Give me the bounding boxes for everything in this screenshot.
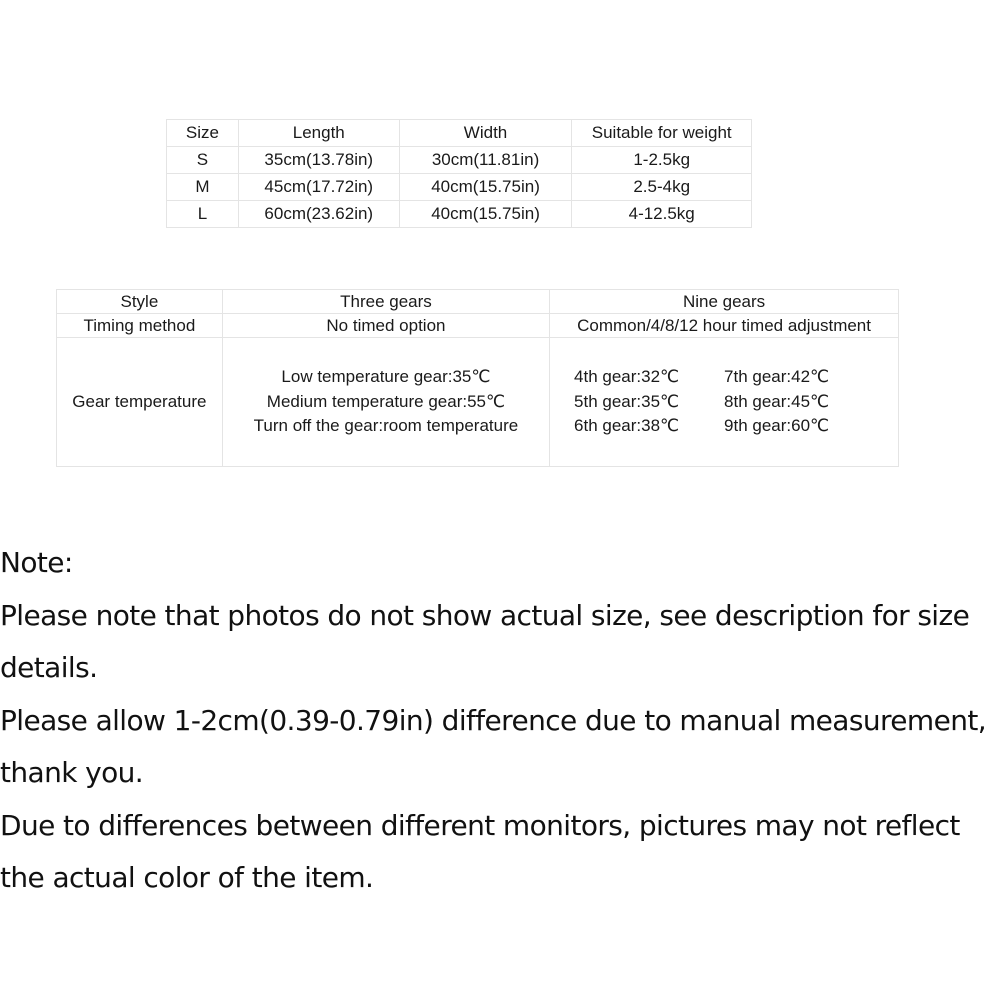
temperature-row: [57, 338, 899, 467]
size-table-header-row: [167, 120, 752, 147]
table-row: [167, 147, 752, 174]
length-cell: 60cm(23.62in): [238, 201, 399, 228]
weight-cell: 4-12.5kg: [572, 201, 752, 228]
temp-label: Gear temperature: [57, 338, 223, 467]
weight-cell: 1-2.5kg: [572, 147, 752, 174]
style-label: Style: [57, 290, 223, 314]
gear-table: [56, 289, 899, 467]
note-line: Please note that photos do not show actual size, see description for size details.: [0, 598, 970, 684]
size-header-length: Length: [238, 120, 399, 147]
three-temp-line: Turn off the gear:room temperature: [253, 416, 519, 436]
width-cell: 30cm(11.81in): [399, 147, 572, 174]
note-line: Please allow 1-2cm(0.39-0.79in) difference due to manual measurement, thank you.: [0, 703, 987, 789]
timing-label: Timing method: [57, 314, 223, 338]
three-temp-line: Low temperature gear:35℃: [281, 367, 491, 387]
width-cell: 40cm(15.75in): [399, 174, 572, 201]
timing-nine: Common/4/8/12 hour timed adjustment: [550, 314, 899, 338]
timing-three: No timed option: [222, 314, 549, 338]
note-section: [0, 537, 1000, 905]
timing-row: [57, 314, 899, 338]
three-gears-header: Three gears: [222, 290, 549, 314]
size-header-weight: Suitable for weight: [572, 120, 752, 147]
weight-cell: 2.5-4kg: [572, 174, 752, 201]
nine-temp-item: 8th gear:45℃: [724, 391, 830, 411]
style-row: [57, 290, 899, 314]
nine-temp-item: 5th gear:35℃: [574, 391, 680, 411]
three-temps-cell: [222, 338, 549, 467]
note-title: Note:: [0, 546, 73, 579]
size-header-width: Width: [399, 120, 572, 147]
table-row: [167, 174, 752, 201]
table-row: [167, 201, 752, 228]
nine-temp-item: 7th gear:42℃: [724, 367, 830, 387]
three-temp-line: Medium temperature gear:55℃: [266, 391, 506, 411]
length-cell: 45cm(17.72in): [238, 174, 399, 201]
nine-temp-item: 6th gear:38℃: [574, 416, 680, 436]
nine-temp-item: 9th gear:60℃: [724, 416, 830, 436]
nine-gears-header: Nine gears: [550, 290, 899, 314]
size-cell: L: [167, 201, 239, 228]
size-cell: M: [167, 174, 239, 201]
nine-temps-cell: [550, 338, 899, 467]
nine-temp-item: 4th gear:32℃: [574, 367, 680, 387]
width-cell: 40cm(15.75in): [399, 201, 572, 228]
length-cell: 35cm(13.78in): [238, 147, 399, 174]
note-line: Due to differences between different monitors, pictures may not reflect the actual color of the item.: [0, 808, 960, 894]
size-cell: S: [167, 147, 239, 174]
size-header-size: Size: [167, 120, 239, 147]
size-table: [166, 119, 752, 228]
